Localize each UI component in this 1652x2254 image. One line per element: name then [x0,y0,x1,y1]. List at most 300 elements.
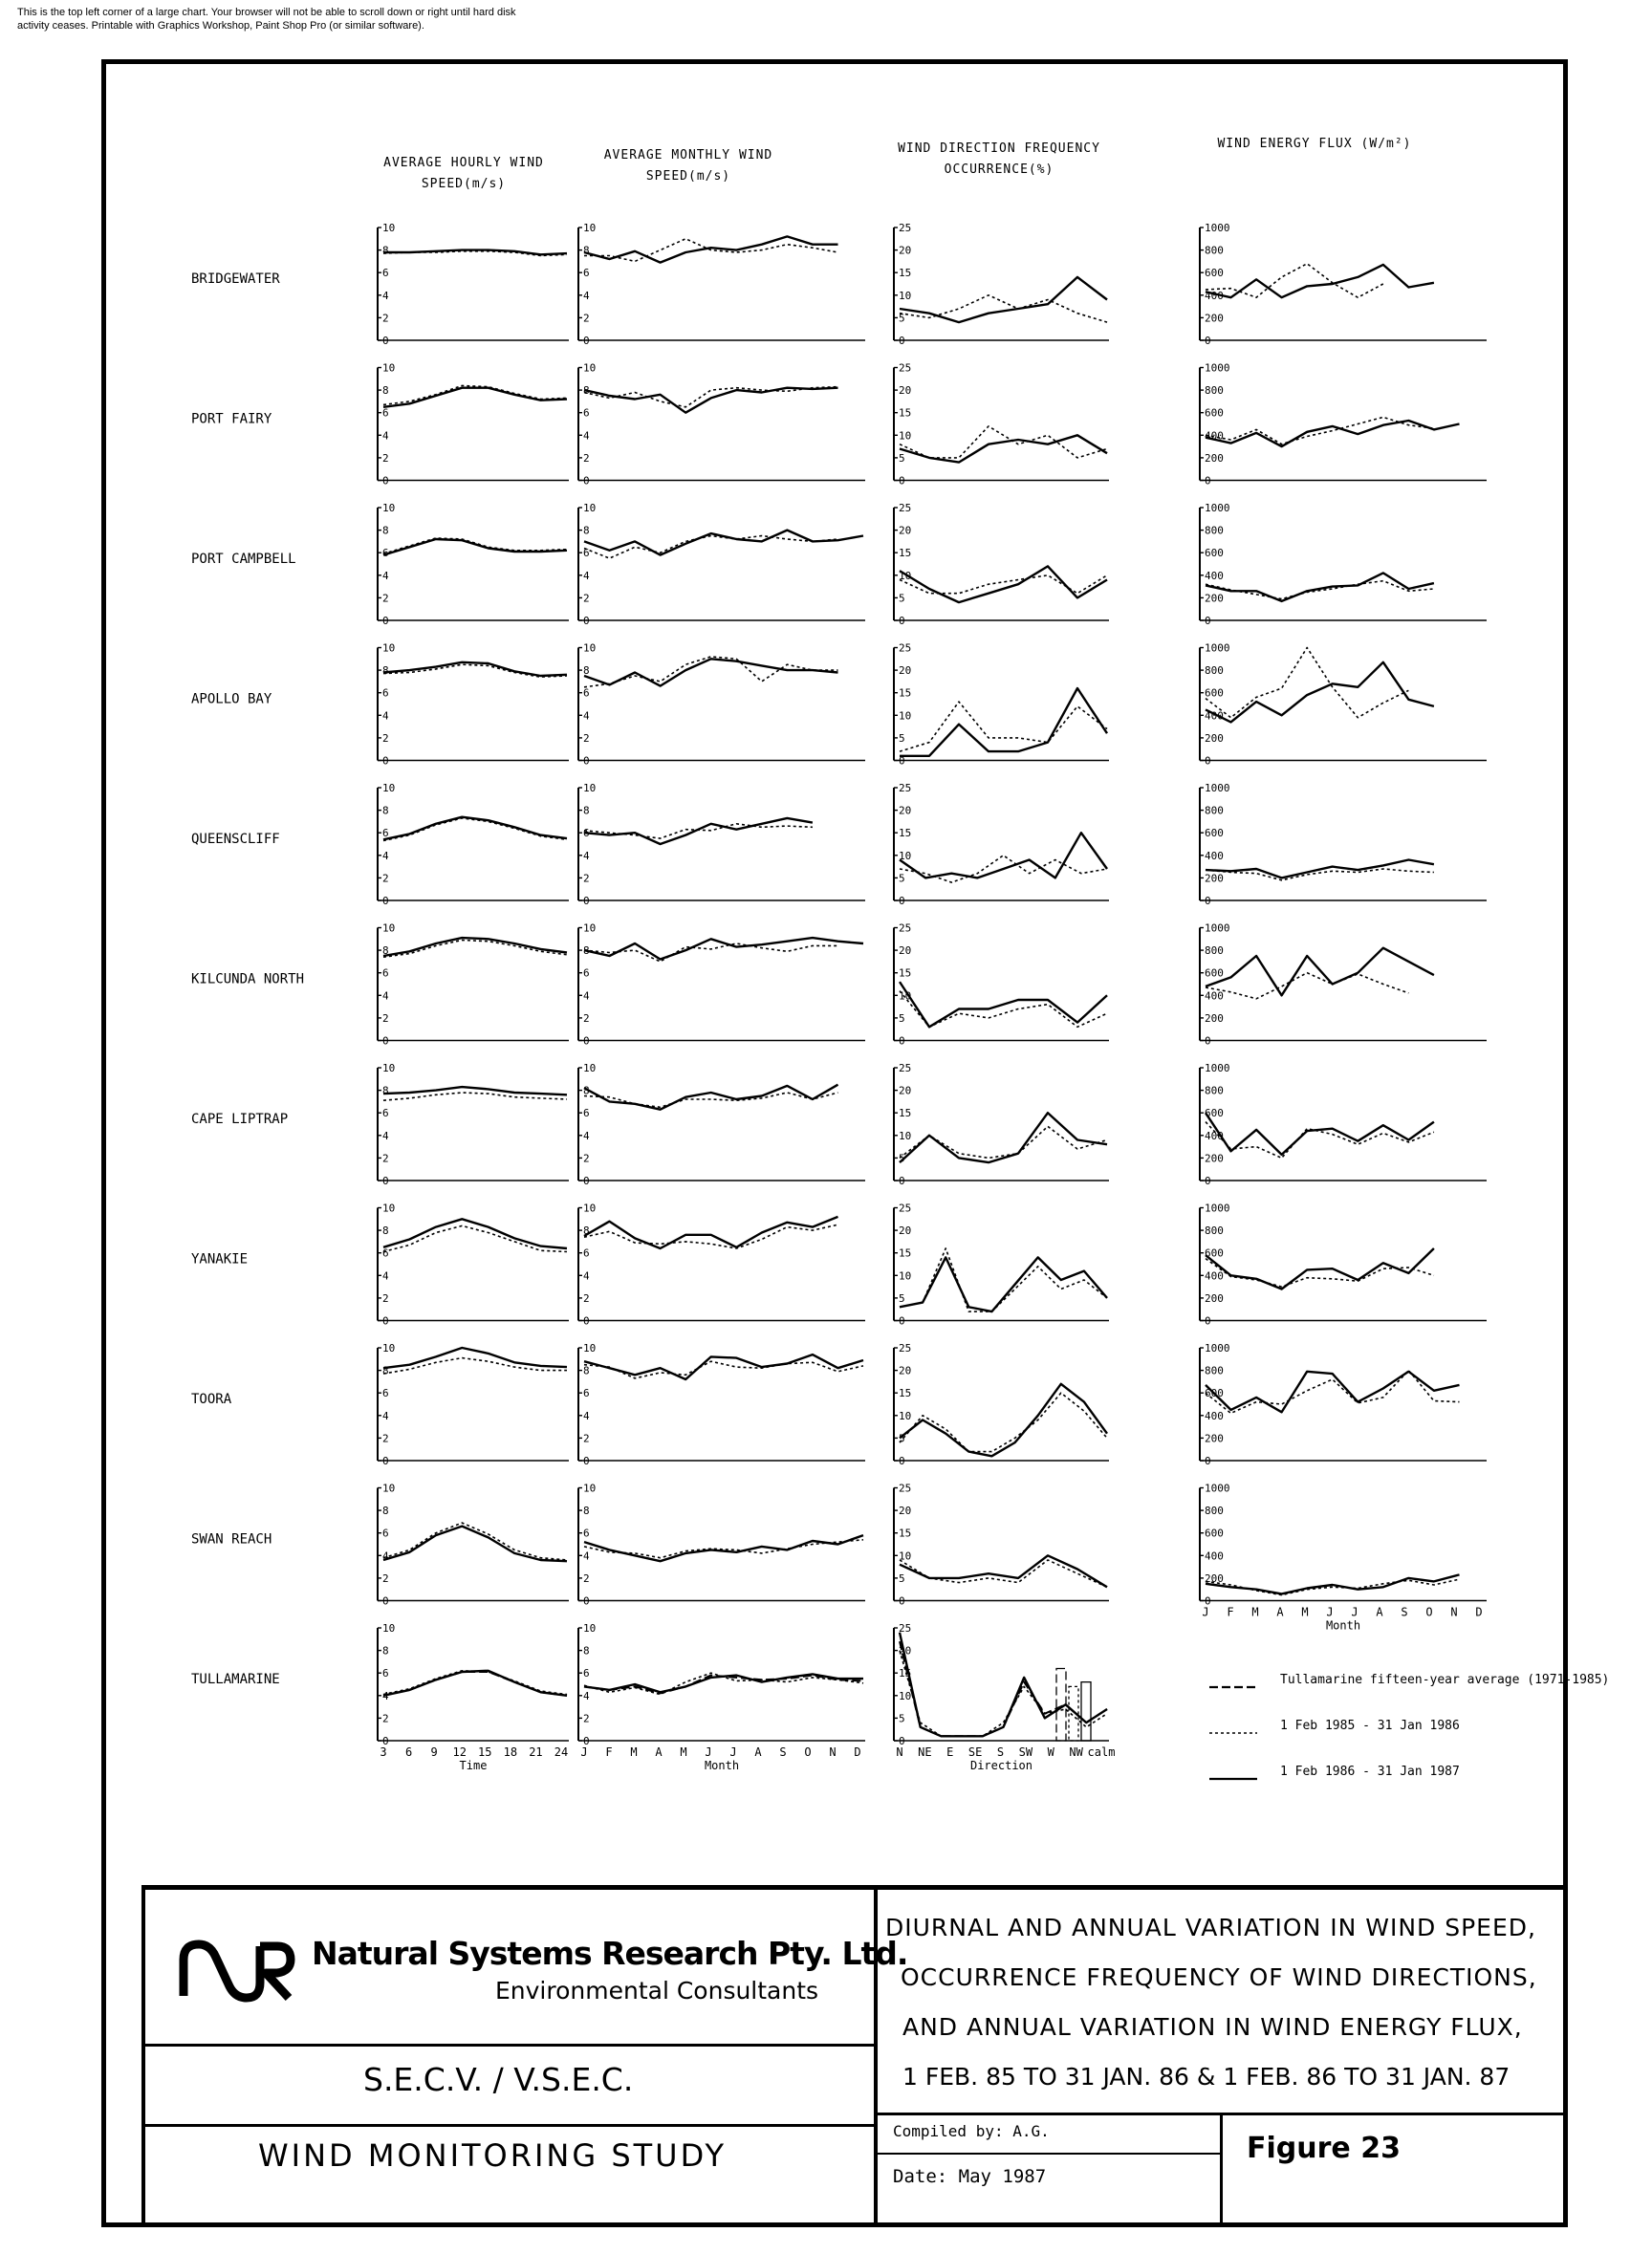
y-tick-label: 0 [899,474,905,488]
y-tick-label: 10 [382,921,396,935]
y-tick-label: 4 [583,1409,590,1422]
y-tick-label: 8 [382,1225,389,1238]
x-tick-label: S [996,1745,1005,1759]
y-tick-label: 15 [899,966,912,980]
y-tick-label: 200 [1205,312,1224,325]
figure-number: Figure 23 [1247,2132,1401,2165]
y-tick-label: 2 [382,1152,389,1165]
series-line-a [1206,573,1434,601]
y-tick-label: 4 [583,1550,590,1563]
y-tick-label: 4 [382,1550,389,1563]
y-tick-label: 0 [382,754,389,768]
y-tick-label: 5 [899,1011,905,1025]
y-tick-label: 15 [899,547,912,560]
y-tick-label: 2 [382,1291,389,1305]
y-tick-label: 6 [583,267,590,280]
y-tick-label: 10 [899,429,912,443]
y-tick-label: 800 [1205,1084,1224,1097]
y-tick-label: 600 [1205,827,1224,840]
col-title-hourly: AVERAGE HOURLY WIND SPEED(m/s) [383,156,544,191]
station-label: CAPE LIPTRAP [191,1112,289,1128]
y-tick-label: 1000 [1205,222,1230,234]
y-tick-label: 600 [1205,1527,1224,1540]
y-tick-label: 10 [382,502,396,514]
y-tick-label: 10 [382,1062,396,1074]
y-tick-label: 8 [583,1644,590,1658]
y-tick-label: 0 [583,895,590,907]
series-line-a [584,659,838,685]
y-tick-label: 800 [1205,524,1224,537]
nsr-logo [178,1937,294,2005]
y-tick-label: 6 [382,547,389,560]
y-tick-label: 6 [382,406,389,420]
y-tick-label: 0 [899,754,905,768]
y-tick-label: 4 [583,569,590,582]
y-tick-label: 8 [382,1084,389,1097]
y-tick-label: 15 [899,1667,912,1680]
series-line-b [584,239,838,262]
y-tick-label: 0 [583,335,590,347]
y-tick-label: 6 [382,1107,389,1120]
y-tick-label: 0 [1205,474,1211,488]
x-tick-label: 18 [503,1745,518,1759]
y-tick-label: 400 [1205,289,1224,302]
y-tick-label: 0 [899,1594,905,1608]
y-tick-label: 600 [1205,966,1224,980]
y-tick-label: 1000 [1205,1342,1230,1355]
x-tick-label: N [1450,1605,1458,1619]
station-label: TULLAMARINE [191,1672,280,1688]
series-line-a [1206,421,1460,446]
y-tick-label: 0 [382,474,389,488]
y-tick-label: 6 [382,1667,389,1680]
series-line-b [584,657,838,687]
series-line-b [900,1393,1107,1451]
y-tick-label: 2 [382,451,389,465]
series-line-a [383,1527,567,1562]
y-tick-label: 0 [382,335,389,347]
y-tick-label: 1000 [1205,782,1230,794]
y-tick-label: 800 [1205,1505,1224,1518]
x-tick-label: W [1047,1745,1054,1759]
y-tick-label: 0 [583,754,590,768]
y-tick-label: 10 [382,1482,396,1495]
y-tick-label: 200 [1205,731,1224,745]
series-line-a [383,662,567,676]
y-tick-label: 2 [583,1291,590,1305]
y-tick-label: 6 [583,966,590,980]
y-tick-label: 0 [382,1594,389,1608]
y-tick-label: 8 [382,524,389,537]
series-line-a [900,688,1107,756]
y-tick-label: 4 [583,1689,590,1702]
x-tick-label: D [854,1745,861,1759]
x-tick-label: S [1401,1605,1408,1619]
y-tick-label: 800 [1205,804,1224,817]
y-tick-label: 5 [899,731,905,745]
series-line-b [900,702,1107,751]
y-tick-label: 6 [382,827,389,840]
x-tick-label: 12 [452,1745,467,1759]
y-tick-label: 0 [1205,895,1211,907]
y-tick-label: 8 [382,944,389,958]
series-line-a [900,435,1107,462]
series-line-a [584,1085,838,1110]
y-tick-label: 10 [899,1550,912,1563]
y-tick-label: 8 [583,1225,590,1238]
series-line-a [900,1633,1107,1737]
x-tick-label: M [1251,1605,1259,1619]
station-label: SWAN REACH [191,1531,272,1548]
y-tick-label: 6 [382,1246,389,1260]
y-tick-label: 8 [583,244,590,257]
series-line-a [900,1257,1107,1311]
series-line-b [1206,1122,1434,1159]
x-tick-label: A [1376,1605,1383,1619]
x-tick-label: NE [918,1745,932,1759]
y-tick-label: 4 [382,289,389,302]
y-tick-label: 200 [1205,1152,1224,1165]
series-line-b [584,1361,863,1378]
series-line-a [899,566,1107,605]
station-label: APOLLO BAY [191,691,272,707]
y-tick-label: 600 [1205,1246,1224,1260]
series-line-b [1206,1371,1460,1414]
y-tick-label: 10 [583,1062,597,1074]
client-name: S.E.C.V. / V.S.E.C. [363,2061,634,2098]
y-tick-label: 2 [583,1571,590,1585]
x-tick-label: O [804,1745,812,1759]
y-tick-label: 10 [583,1622,597,1635]
company-name: Natural Systems Research Pty. Ltd. [312,1935,908,1972]
y-tick-label: 10 [899,1269,912,1283]
series-line-a [383,1348,567,1368]
y-tick-label: 8 [583,664,590,678]
x-tick-label: 6 [404,1745,413,1759]
y-tick-label: 200 [1205,592,1224,605]
study-title: WIND MONITORING STUDY [258,2137,728,2174]
y-tick-label: 0 [382,1314,389,1328]
y-tick-label: 20 [899,524,912,537]
y-tick-label: 400 [1205,709,1224,723]
series-line-a [584,818,813,844]
y-tick-label: 8 [382,804,389,817]
x-tick-label: N [829,1745,837,1759]
y-tick-label: 2 [382,1712,389,1725]
x-axis-title: Direction [969,1759,1033,1772]
compiled-row-rule [874,2153,1220,2155]
y-tick-label: 600 [1205,547,1224,560]
y-tick-label: 10 [583,502,597,514]
station-label: TOORA [191,1392,232,1408]
x-tick-label: 21 [529,1745,543,1759]
series-line-b [900,1126,1107,1158]
y-tick-label: 2 [583,872,590,885]
series-line-b [1206,973,1408,999]
y-tick-label: 400 [1205,1269,1224,1283]
y-tick-label: 8 [382,384,389,398]
y-tick-label: 10 [583,1482,597,1495]
y-tick-label: 10 [382,641,396,655]
y-tick-label: 200 [1205,1432,1224,1445]
x-tick-label: O [1425,1605,1433,1619]
y-tick-label: 1000 [1205,921,1230,935]
y-tick-label: 25 [899,1202,912,1215]
y-tick-label: 4 [382,1129,389,1142]
client-row-rule [141,2124,874,2127]
y-tick-label: 10 [382,1342,396,1355]
y-tick-label: 0 [382,1175,389,1187]
x-tick-label: N [896,1745,903,1759]
y-tick-label: 10 [899,1689,912,1702]
y-tick-label: 20 [899,244,912,257]
y-tick-label: 25 [899,502,912,514]
y-tick-label: 400 [1205,1129,1224,1142]
y-tick-label: 20 [899,384,912,398]
y-tick-label: 0 [1205,754,1211,768]
title-block-top-rule [141,1885,1568,1890]
station-label: PORT FAIRY [191,411,272,427]
series-line-b [900,1248,1107,1311]
y-tick-label: 800 [1205,244,1224,257]
y-tick-label: 600 [1205,686,1224,700]
y-tick-label: 200 [1205,1291,1224,1305]
x-tick-label: 15 [478,1745,492,1759]
y-tick-label: 2 [583,1712,590,1725]
y-tick-label: 2 [382,1011,389,1025]
y-tick-label: 0 [1205,335,1211,347]
series-line-b [1206,1259,1434,1288]
y-tick-label: 20 [899,1084,912,1097]
y-tick-label: 6 [382,966,389,980]
series-line-b [584,824,813,838]
y-tick-label: 0 [899,895,905,907]
y-tick-label: 2 [583,451,590,465]
y-tick-label: 0 [583,1735,590,1747]
y-tick-label: 10 [583,1202,597,1215]
y-tick-label: 15 [899,1107,912,1120]
y-tick-label: 15 [899,827,912,840]
y-tick-label: 5 [899,872,905,885]
y-tick-label: 2 [382,592,389,605]
x-tick-label: SW [1018,1745,1033,1759]
series-line-a [584,938,863,959]
y-tick-label: 2 [382,731,389,745]
y-tick-label: 8 [583,944,590,958]
station-label: QUEENSCLIFF [191,832,280,848]
y-tick-label: 8 [583,524,590,537]
y-tick-label: 2 [583,1011,590,1025]
series-line-a [1206,1248,1434,1290]
x-tick-label: M [680,1745,687,1759]
series-line-a [1206,1372,1460,1413]
series-line-a [383,388,567,407]
y-tick-label: 2 [382,312,389,325]
y-tick-label: 25 [899,641,912,655]
caption-line-1: DIURNAL AND ANNUAL VARIATION IN WIND SPEED, [885,1914,1536,1941]
y-tick-label: 10 [583,1342,597,1355]
x-tick-label: J [1202,1605,1209,1619]
series-line-b [383,818,567,841]
y-tick-label: 2 [583,1432,590,1445]
y-tick-label: 2 [382,872,389,885]
y-tick-label: 4 [583,709,590,723]
y-tick-label: 10 [899,1409,912,1422]
x-tick-label: J [580,1745,588,1759]
y-tick-label: 0 [899,1034,905,1048]
y-tick-label: 25 [899,1482,912,1495]
y-tick-label: 1000 [1205,1482,1230,1495]
y-tick-label: 0 [583,1314,590,1328]
y-tick-label: 800 [1205,664,1224,678]
y-tick-label: 10 [583,782,597,794]
y-tick-label: 4 [382,849,389,862]
x-tick-label: 3 [380,1745,387,1759]
y-tick-label: 6 [583,686,590,700]
x-tick-label: 24 [554,1745,569,1759]
series-line-b [584,1225,838,1248]
y-tick-label: 1000 [1205,502,1230,514]
y-tick-label: 400 [1205,989,1224,1003]
series-line-b [900,1560,1107,1587]
y-tick-label: 8 [583,1084,590,1097]
x-tick-label: 9 [430,1745,438,1759]
legend-label: 1 Feb 1985 - 31 Jan 1986 [1280,1719,1460,1733]
y-tick-label: 6 [583,547,590,560]
station-label: YANAKIE [191,1251,249,1268]
y-tick-label: 0 [382,615,389,627]
series-line-a [383,539,567,555]
y-tick-label: 4 [382,569,389,582]
y-tick-label: 6 [583,1107,590,1120]
y-tick-label: 15 [899,406,912,420]
y-tick-label: 4 [382,709,389,723]
y-tick-label: 6 [382,686,389,700]
y-tick-label: 4 [583,1129,590,1142]
y-tick-label: 8 [382,1644,389,1658]
y-tick-label: 400 [1205,569,1224,582]
y-tick-label: 0 [1205,1034,1211,1048]
y-tick-label: 0 [1205,1314,1211,1328]
series-line-b [382,1523,567,1563]
series-line-a [584,388,838,413]
y-tick-label: 1000 [1205,361,1230,375]
y-tick-label: 10 [899,849,912,862]
y-tick-label: 0 [382,1455,389,1467]
y-tick-label: 4 [583,289,590,302]
y-tick-label: 8 [583,804,590,817]
title-block-left-rule [141,1885,145,2227]
y-tick-label: 10 [583,361,597,375]
y-tick-label: 0 [899,615,905,627]
y-tick-label: 600 [1205,406,1224,420]
y-tick-label: 6 [583,1667,590,1680]
y-tick-label: 400 [1205,1550,1224,1563]
x-tick-label: E [946,1745,954,1759]
series-line-c [383,1672,567,1696]
y-tick-label: 6 [583,827,590,840]
y-tick-label: 4 [583,849,590,862]
y-tick-label: 4 [382,1689,389,1702]
x-tick-label: J [729,1745,737,1759]
y-tick-label: 0 [899,1175,905,1187]
y-tick-label: 0 [583,1034,590,1048]
y-tick-label: 5 [899,451,905,465]
x-tick-label: J [705,1745,712,1759]
x-tick-label: A [754,1745,762,1759]
browser-note: This is the top left corner of a large chart. Your browser will not be able to scroll down or right until hard disk activity ceases. Printable with Graphics Workshop, Paint Shop Pro (or similar software). [17,7,516,32]
y-tick-label: 20 [899,1225,912,1238]
y-tick-label: 200 [1205,872,1224,885]
y-tick-label: 15 [899,267,912,280]
x-tick-label: J [1351,1605,1359,1619]
y-tick-label: 4 [583,989,590,1003]
col-title-direction: WIND DIRECTION FREQUENCY OCCURRENCE(%) [898,141,1100,177]
y-tick-label: 6 [583,406,590,420]
y-tick-label: 6 [382,267,389,280]
x-tick-label: calm [1087,1745,1116,1759]
y-tick-label: 15 [899,1527,912,1540]
x-tick-label: F [1227,1605,1234,1619]
y-tick-label: 0 [583,1594,590,1608]
calm-bar [1081,1682,1091,1741]
y-tick-label: 600 [1205,1107,1224,1120]
y-tick-label: 600 [1205,1387,1224,1400]
series-line-b [900,1651,1107,1737]
y-tick-label: 600 [1205,267,1224,280]
y-tick-label: 1000 [1205,1062,1230,1074]
y-tick-label: 25 [899,222,912,234]
y-tick-label: 0 [1205,1175,1211,1187]
y-tick-label: 20 [899,804,912,817]
y-tick-label: 6 [382,1527,389,1540]
y-tick-label: 8 [382,244,389,257]
y-tick-label: 0 [1205,1594,1211,1608]
y-tick-label: 25 [899,1622,912,1635]
y-tick-label: 10 [382,1202,396,1215]
series-line-a [900,1555,1107,1587]
y-tick-label: 4 [583,429,590,443]
x-tick-label: NW [1069,1745,1083,1759]
y-tick-label: 4 [382,429,389,443]
y-tick-label: 10 [382,222,396,234]
y-tick-label: 25 [899,921,912,935]
y-tick-label: 400 [1205,849,1224,862]
y-tick-label: 4 [382,1269,389,1283]
y-tick-label: 8 [583,1364,590,1377]
y-tick-label: 20 [899,1644,912,1658]
caption-line-2: OCCURRENCE FREQUENCY OF WIND DIRECTIONS, [901,1963,1537,1991]
y-tick-label: 20 [899,664,912,678]
y-tick-label: 6 [583,1246,590,1260]
y-tick-label: 0 [899,1735,905,1747]
y-tick-label: 10 [899,289,912,302]
figure-cell-rule [1220,2113,1223,2227]
y-tick-label: 2 [583,592,590,605]
caption-line-4: 1 FEB. 85 TO 31 JAN. 86 & 1 FEB. 86 TO 31 JAN. 87 [902,2063,1511,2091]
y-tick-label: 0 [583,474,590,488]
y-tick-label: 200 [1205,1011,1224,1025]
x-tick-label: A [1276,1605,1284,1619]
y-tick-label: 15 [899,1246,912,1260]
company-row-rule [141,2044,874,2047]
y-tick-label: 5 [899,1152,905,1165]
y-tick-label: 10 [899,569,912,582]
series-line-b [1206,648,1408,718]
x-tick-label: M [630,1745,638,1759]
y-tick-label: 25 [899,361,912,375]
y-tick-label: 400 [1205,429,1224,443]
